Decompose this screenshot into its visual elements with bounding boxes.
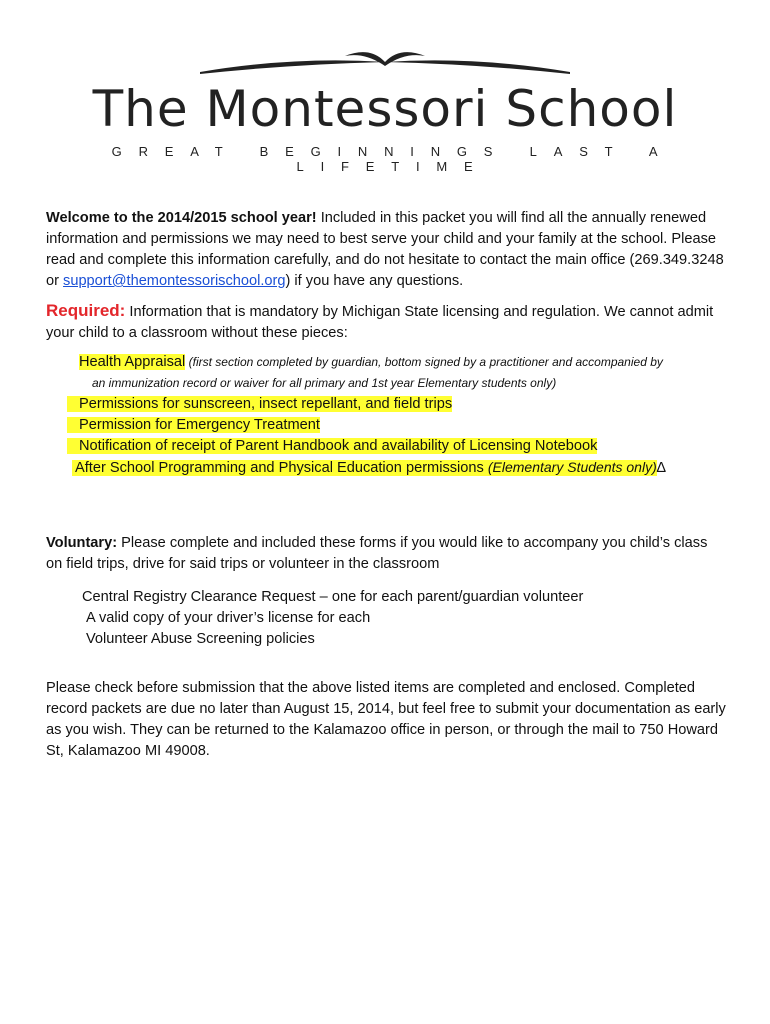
list-item: Central Registry Clearance Request – one for each parent/guardian volunteer — [82, 589, 584, 605]
health-appraisal-note-continued: an immunization record or waiver for all primary and 1st year Elementary students only) — [92, 376, 557, 390]
school-name: The Montessori School — [92, 80, 678, 138]
document-body — [46, 208, 726, 762]
delta-mark: ∆ — [656, 460, 666, 476]
list-item — [46, 394, 726, 415]
closing-paragraph: Please check before submission that the above listed items are completed and enclosed. Completed record packets are due no later than August 15, 2014, but feel free to submit your documentation as early as you wish. They can be returned to the Kalamazoo office in person, or through the mail to 750 Howard St, Kalamazoo MI 49008. — [46, 680, 726, 759]
health-appraisal-note: (first section completed by guardian, bottom signed by a practitioner and accompanied by — [185, 355, 663, 369]
open-book-logo-icon — [195, 42, 575, 78]
handbook-item: Notification of receipt of Parent Handbook and availability of Licensing Notebook — [67, 438, 597, 454]
after-school-note: (Elementary Students only) — [487, 459, 657, 475]
list-item: Volunteer Abuse Screening policies — [86, 631, 315, 647]
voluntary-text: Please complete and included these forms if you would like to accompany you child’s class on field trips, drive for said trips or volunteer in the classroom — [46, 535, 708, 572]
required-heading: Required: — [46, 301, 126, 320]
required-paragraph — [46, 300, 726, 344]
voluntary-heading: Voluntary: — [46, 535, 118, 551]
intro-text: Included in this packet you will find all the annually renewed information and permissions we may need to best serve your child and your family at the school. Please read and complete this information carefully, and do not hesitate to contact the main office (269.349.3248 or — [46, 210, 724, 289]
required-text: Information that is mandatory by Michigan State licensing and regulation. We cannot admit your child to a classroom without these pieces: — [46, 304, 714, 341]
letterhead — [0, 0, 770, 175]
after-school-label: After School Programming and Physical Education permissions — [75, 460, 488, 476]
permissions-item: Permissions for sunscreen, insect repellant, and field trips — [67, 396, 452, 412]
list-item: A valid copy of your driver’s license for each — [86, 610, 371, 626]
school-tagline: GREAT BEGINNINGS LAST A LIFETIME — [111, 144, 675, 174]
list-item — [46, 415, 726, 436]
intro-lead: Welcome to the 2014/2015 school year! — [46, 210, 317, 226]
intro-paragraph — [46, 208, 726, 292]
voluntary-paragraph — [46, 533, 726, 575]
support-email-link[interactable]: support@themontessorischool.org — [63, 273, 286, 289]
required-items-list — [46, 352, 726, 479]
health-appraisal-label: Health Appraisal — [79, 354, 186, 370]
list-item — [46, 352, 726, 373]
list-item — [46, 457, 726, 479]
emergency-item: Permission for Emergency Treatment — [67, 417, 320, 433]
list-item — [46, 436, 726, 457]
voluntary-items-list — [46, 587, 726, 650]
after-school-item — [72, 460, 657, 476]
intro-text-end: ) if you have any questions. — [285, 273, 464, 289]
